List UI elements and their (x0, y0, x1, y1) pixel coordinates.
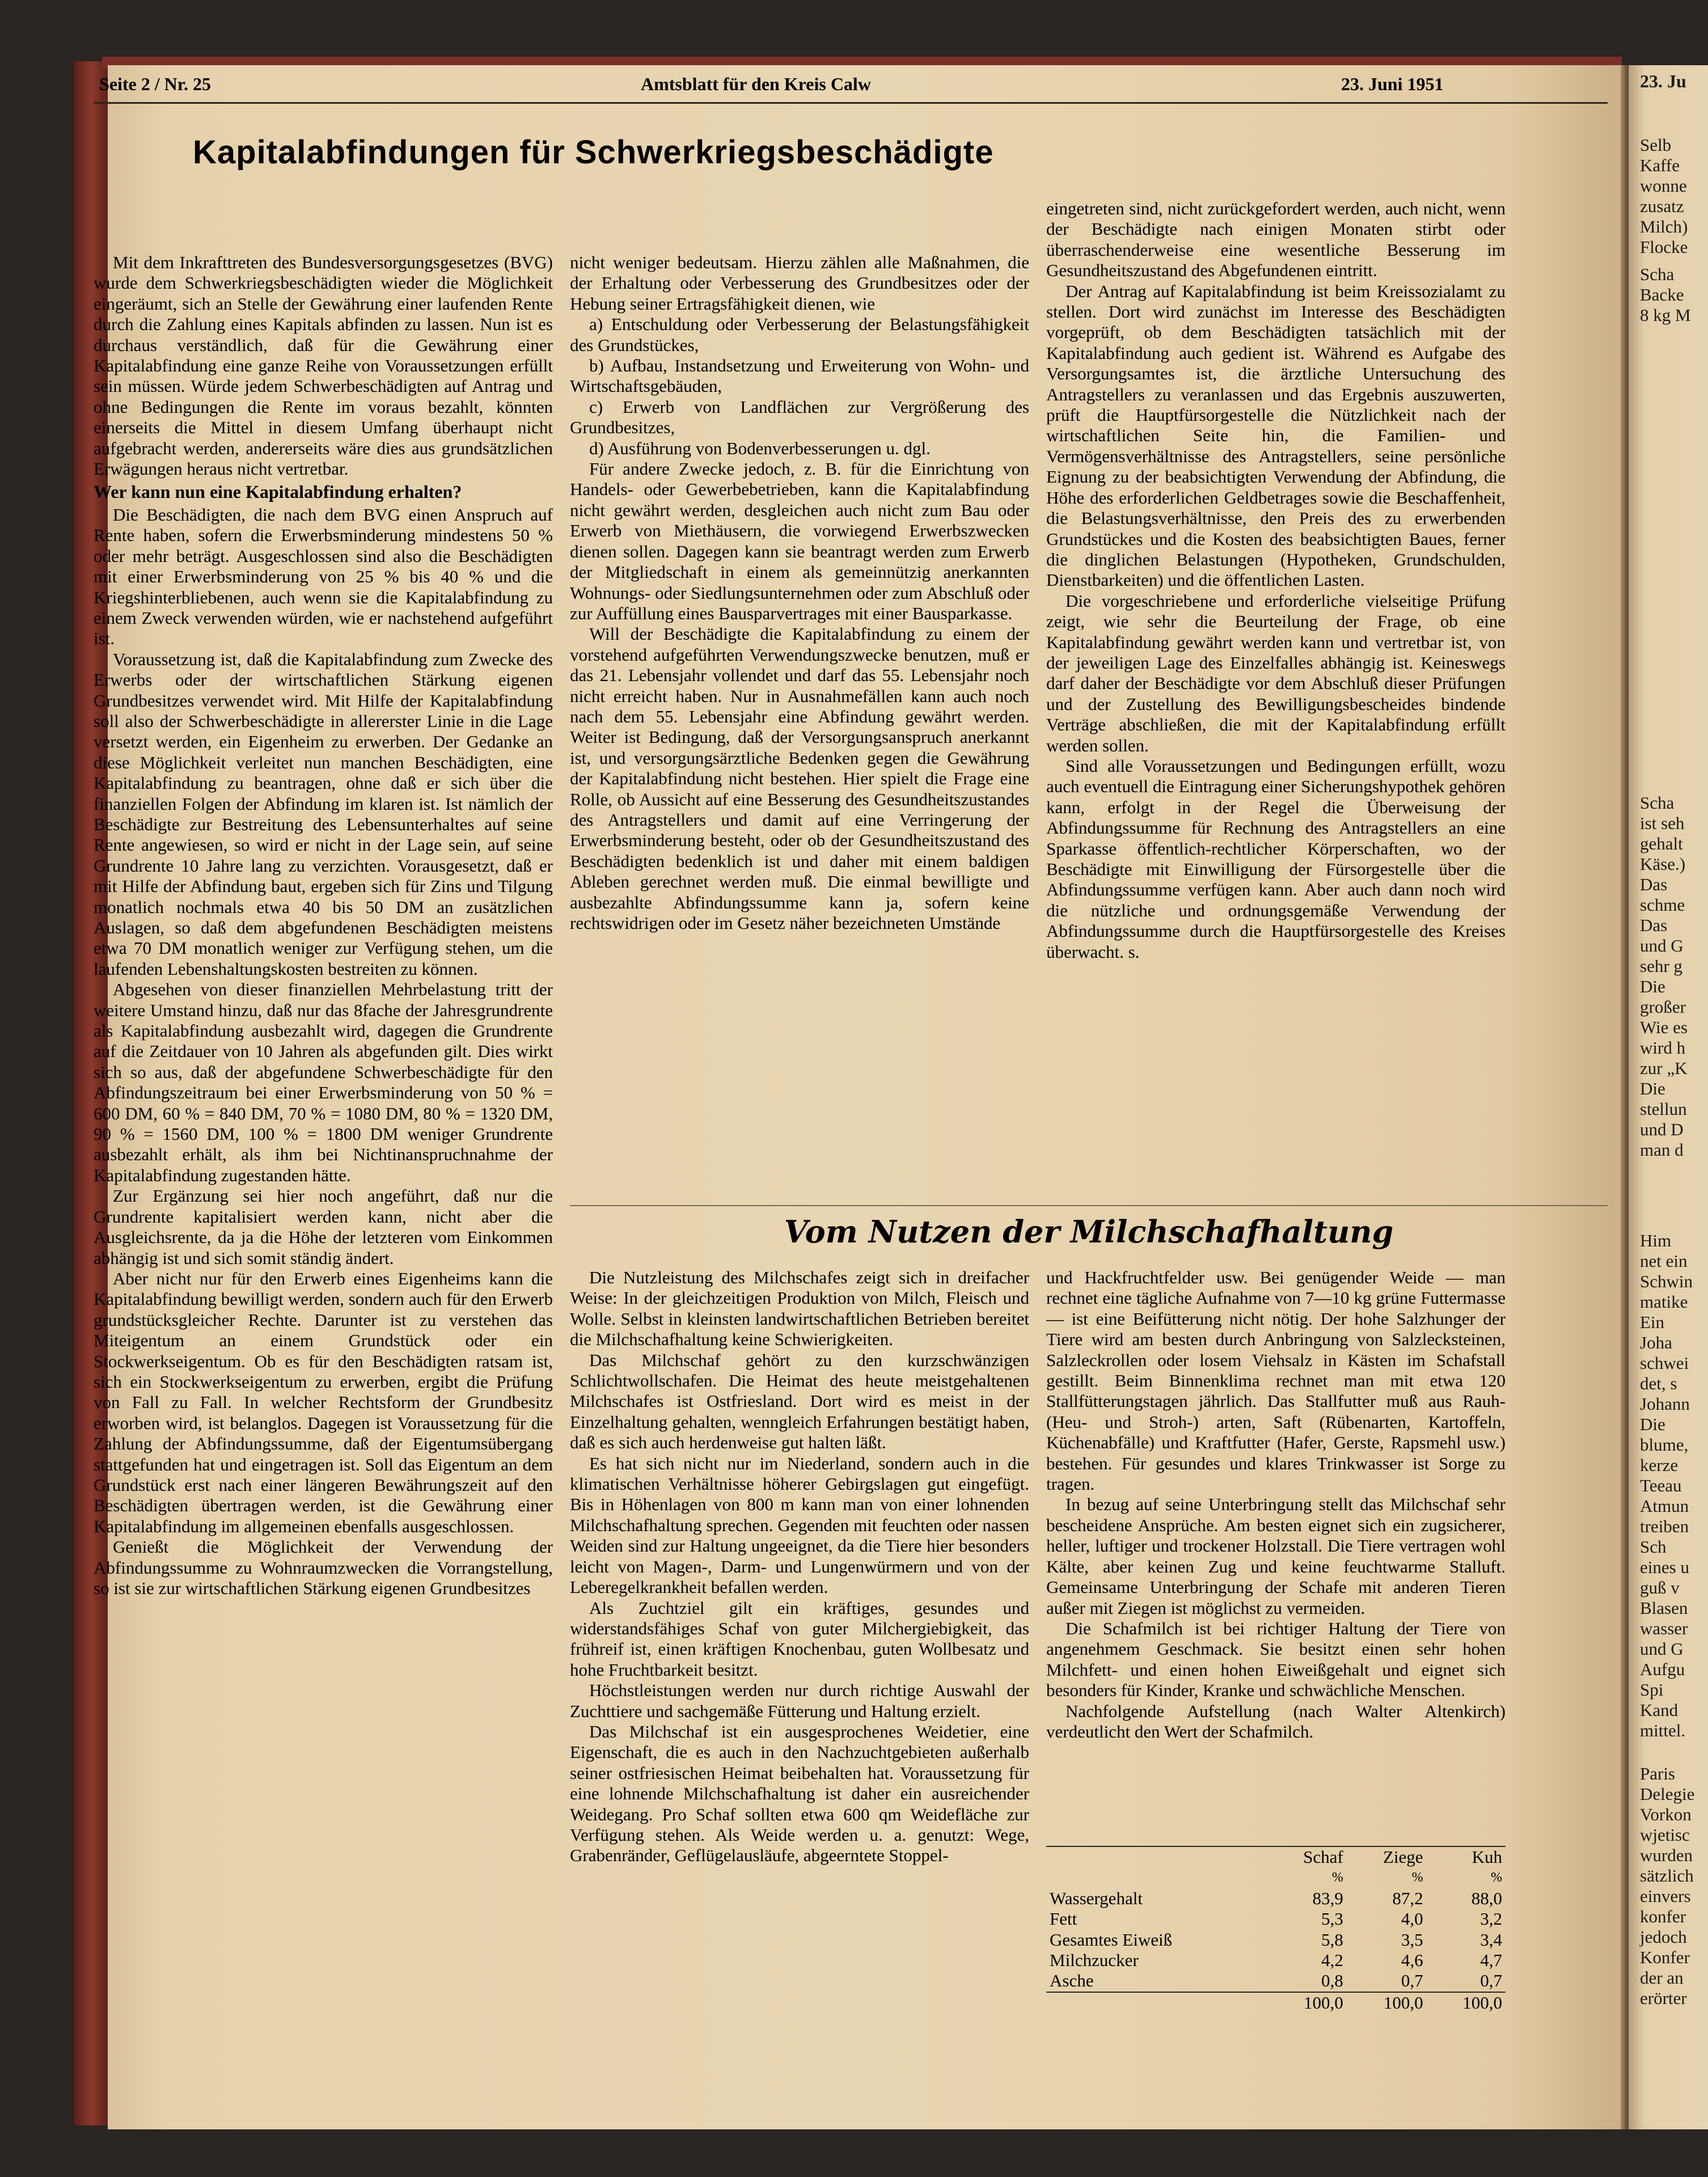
article2-column-1 (570, 1267, 1029, 2161)
row-label (1046, 1992, 1267, 2013)
table-row (1046, 1950, 1506, 1971)
next-page-fragment: konfer (1640, 1907, 1686, 1926)
paragraph: Das Milchschaf ist ein ausgesprochenes Weidetier, eine Eigenschaft, die es auch in den Nachzuchtgebieten außerhalb seiner ostfriesischen Heimat beibehalten hat. Voraussetzung für eine lohnende Milchschafhaltung ist daher ein ausreichender Weidegang. Pro Schaf sollten etwa 600 qm Weidefläche zur Verfügung stehen. Als Weide werden u. a. genutzt: Wege, Grabenränder, Geflügelausläufe, abgeerntete Stoppel- (570, 1721, 1029, 1866)
table-cell: 100,0 (1267, 1992, 1347, 2013)
paragraph: Die Beschädigten, die nach dem BVG einen Anspruch auf Rente haben, sofern die Erwerbsminderung mindestens 50 % oder mehr beträgt. Ausgeschlossen sind also die Beschädigten mit einer Erwerbsminderung von 25 % bis 40 % und die Kriegshinterbliebenen, auch wenn sie die Kapitalabfindung zu einem Zweck verwenden würden, wie er nachstehend aufgeführt ist. (94, 504, 553, 649)
table-cell: 0,8 (1321, 1971, 1343, 1991)
article-column-3 (1046, 198, 1506, 1137)
paragraph: Will der Beschädigte die Kapitalabfindung zu einem der vorstehend aufgeführten Verwendungszwecke benutzen, muß er das 21. Lebensjahr vollendet und darf das 55. Lebensjahr noch nicht erreicht haben. Nur in Ausnahmefällen kann auch noch nach dem 55. Lebensjahr eine Abfindung gewährt werden. Weiter ist Bedingung, daß der Versorgungsanspruch anerkannt ist, und versorgungsärztliche Bedenken gegen die Gewährung der Kapitalabfindung nicht bestehen. Hier spielt die Frage eine Rolle, ob Aussicht auf eine Besserung des Gesundheitszustandes des Antragstellers und damit auf eine Verringerung der Erwerbsminderung besteht, oder ob der Gesundheitszustand des Beschädigten bedenklich ist und daher mit einem baldigen Ableben gerechnet werden muß. Die einmal bewilligte und ausbezahlte Abfindungssumme kann ja, sofern keine rechtswidrigen oder im Gesetz näher bezeichneten Umstände (570, 624, 1029, 933)
table-cell: 87,2 (1392, 1888, 1423, 1908)
paragraph: Es hat sich nicht nur im Niederland, sondern auch in die klimatischen Verhältnisse höherer Gebirgslagen gut eingefügt. Bis in Höhenlagen von 800 m kann man von einer lohnenden Milchschafhaltung sprechen. Gegenden mit feuchten oder nassen Weiden sind zur Haltung ungeeignet, da die Tiere hier besonders leicht von Magen-, Darm- und Lungenwürmern und von der Leberegelkrankheit befallen werden. (570, 1453, 1029, 1597)
table-cell: 4,2 (1321, 1950, 1343, 1971)
next-page-fragment: wonne (1640, 176, 1687, 196)
table-corner (1046, 1846, 1267, 1867)
paragraph: Die Schafmilch ist bei richtiger Haltung der Tiere von angenehmem Geschmack. Sie besitzt einen sehr hohen Milchfett- und einen hohen Eiweißgehalt und eignet sich besonders für Kinder, Kranke und schwächliche Menschen. (1046, 1618, 1506, 1701)
next-page-fragment: gehalt (1640, 834, 1683, 853)
table-row (1046, 1888, 1506, 1909)
paragraph: Für andere Zwecke jedoch, z. B. für die Einrichtung von Handels- oder Gewerbebetrieben, kann die Kapitalabfindung nicht gewährt werden, desgleichen auch nicht zum Bau oder Erwerb von Miethäusern, die vorwiegend Erwerbszwecken dienen sollen. Dagegen kann sie beantragt werden zum Erwerb der Mitgliedschaft in einem als gemeinnützig anerkannten Wohnungs- oder Siedlungsunternehmen oder zum Abschluß oder zur Auffüllung eines Bausparvertrages mit einer Bausparkasse. (570, 459, 1029, 623)
table-cell: 3,2 (1480, 1909, 1502, 1929)
table-cell: 4,0 (1401, 1909, 1423, 1929)
column-header: Schaf (1267, 1846, 1347, 1867)
row-label: Gesamtes Eiweiß (1050, 1929, 1173, 1950)
next-page-fragment: Blasen (1640, 1598, 1688, 1618)
next-page-fragment: Spi (1640, 1680, 1664, 1700)
next-page-fragment: 8 kg M (1640, 305, 1691, 325)
next-page-fragment: Teeau (1640, 1476, 1682, 1495)
next-page-fragment: stellun (1640, 1099, 1687, 1119)
issue-date: 23. Juni 1951 (1341, 74, 1444, 94)
next-page-fragment: treiben (1640, 1516, 1689, 1536)
next-page-fragment: guß v (1640, 1578, 1680, 1597)
table-row (1046, 1909, 1506, 1929)
next-page-fragment: Delegie (1640, 1784, 1695, 1804)
next-page-fragment: Atmun (1640, 1496, 1689, 1516)
table-cell: 3,5 (1401, 1929, 1423, 1950)
next-page-fragment: wird h (1640, 1038, 1686, 1058)
column-header: Ziege (1347, 1846, 1427, 1867)
next-page-fragment: großer (1640, 997, 1686, 1017)
next-page-fragment: Das (1640, 874, 1668, 894)
next-page-fragment: der an (1640, 1968, 1684, 1988)
next-page-fragment: Konfer (1640, 1947, 1690, 1967)
header-rule (94, 102, 1608, 104)
table-cell: 3,4 (1480, 1929, 1502, 1950)
milk-composition-table (1046, 1846, 1506, 2013)
paragraph: und Hackfruchtfelder usw. Bei genügender Weide — man rechnet eine tägliche Aufnahme von 7—10 kg grüne Futtermasse — ist eine Beifütterung nicht nötig. Der hohe Salzhunger der Tiere wird am besten durch Anbringung von Salzlecksteinen, Salzleckrollen oder losem Viehsalz in Kästen im Schafstall gestillt. Beim Binnenklima rechnet man mit etwa 120 Stallfütterungstagen jährlich. Das Stallfutter muß aus Rauh-(Heu- und Stroh-) arten, Saft (Rübenarten, Kartoffeln, Küchenabfälle) und Kraftfutter (Hafer, Gerste, Rapsmehl usw.) bestehen. Für gesundes und klares Trinkwasser ist Sorge zu tragen. (1046, 1267, 1506, 1494)
next-page-fragment: Kand (1640, 1700, 1679, 1720)
column-header: Kuh (1427, 1846, 1506, 1867)
table-total-row (1046, 1992, 1506, 2013)
table-cell: 4,7 (1480, 1950, 1502, 1971)
next-page-fragment: schwei (1640, 1353, 1689, 1373)
table-cell: 0,7 (1401, 1971, 1423, 1991)
next-page-fragment: mittel. (1640, 1721, 1686, 1740)
next-page-fragment: ist seh (1640, 813, 1685, 833)
paragraph: Abgesehen von dieser finanziellen Mehrbelastung tritt der weitere Umstand hinzu, daß nur das 8fache der Jahresgrundrente als Kapitalabfindung ausbezahlt wird, dagegen die Grundrente auf die Zeitdauer von 10 Jahren als abgefunden gilt. Dies wirkt sich so aus, daß der abgefundene Schwerbeschädigte für den Abfindungszeitraum bei einer Erwerbsminderung von 50 % = 600 DM, 60 % = 840 DM, 70 % = 1080 DM, 80 % = 1320 DM, 90 % = 1560 DM, 100 % = 1800 DM weniger Grundrente ausbezahlt erhält, als ihm bei Nichtinanspruchnahme der Kapitalabfindung zugestanden hätte. (94, 979, 553, 1185)
table-row (1046, 1930, 1506, 1950)
table-cell: 88,0 (1471, 1888, 1502, 1908)
next-page-edge (1629, 65, 1708, 2129)
paragraph: Der Antrag auf Kapitalabfindung ist beim Kreissozialamt zu stellen. Dort wird zunächst im Interesse des Beschädigten vorgeprüft, ob dem Beschädigten tatsächlich mit der Kapitalabfindung auch gedient ist. Während es Aufgabe des Versorgungsamtes ist, die ärztliche Untersuchung des Antragstellers zu veranlassen und das Ergebnis auszuwerten, prüft die Hauptfürsorgestelle die Nützlichkeit nach der wirtschaftlichen Seite hin, die Familien- und Vermögensverhältnisse des Antragstellers, seine persönliche Eignung zu der beabsichtigten Verwendung der Abfindung, die Höhe des erforderlichen Geldbetrages sowie die Beschaffenheit, die Belastungsverhältnisse, den Preis des zu erwerbenden Grundstückes und die Kosten des beabsichtigten Baues, ferner die dinglichen Belastungen (Hypotheken, Grundschulden, Dienstbarkeiten) und die öffentlichen Lasten. (1046, 281, 1506, 590)
row-label: Asche (1050, 1971, 1094, 1991)
page-number: Seite 2 / Nr. 25 (99, 74, 212, 94)
paragraph: Genießt die Möglichkeit der Verwendung der Abfindungssumme zu Wohnraumzwecken die Vorrangstellung, so ist sie zur wirtschaftlichen Stärkung eigenen Grundbesitzes (94, 1537, 553, 1598)
next-page-fragment: Vorkon (1640, 1804, 1692, 1824)
table-cell: 83,9 (1312, 1888, 1343, 1908)
next-page-fragment: wasser (1640, 1618, 1688, 1638)
next-page-fragment: blume, (1640, 1435, 1689, 1455)
paragraph: Als Zuchtziel gilt ein kräftiges, gesundes und widerstandsfähiges Schaf von guter Milchergiebigkeit, das frühreif ist, einen kräftigen Knochenbau, guten Wollbesatz und hohe Fruchtbarkeit besitzt. (570, 1597, 1029, 1680)
next-page-fragment: Backe (1640, 285, 1684, 305)
subheading: Wer kann nun eine Kapitalabfindung erhalten? (94, 481, 462, 502)
table-corner (1046, 1867, 1267, 1888)
next-page-fragment: schme (1640, 895, 1685, 915)
list-item: a) Entschuldung oder Verbesserung der Belastungsfähigkeit des Grundstückes, (570, 314, 1029, 355)
paragraph: Aber nicht nur für den Erwerb eines Eigenheims kann die Kapitalabfindung bewilligt werden, sondern auch für den Erwerb grundstücksgleicher Rechte. Darunter ist zu verstehen das Miteigentum an einem Grundstück oder ein Stockwerkseigentum. Ob es für den Beschädigten ratsam ist, sich ein Stockwerkseigentum zu erwerben, ergibt die Prüfung von Fall zu Fall. In welcher Rechtsform der Grundbesitz erworben wird, ist belanglos. Dagegen ist Voraussetzung für die Zahlung der Abfindungssumme, daß der Eigentumsübergang stattgefunden hat und eingetragen ist. Soll das Eigentum an dem Grundstück erst nach einer längeren Bewährungszeit auf den Beschädigten übertragen werden, ist die Gewährung einer Kapitalabfindung im allgemeinen ebenfalls ausgeschlossen. (94, 1268, 553, 1536)
next-page-fragment: wjetisc (1640, 1825, 1690, 1845)
list-item: b) Aufbau, Instandsetzung und Erweiterung von Wohn- und Wirtschaftsgebäuden, (570, 356, 1029, 396)
next-page-fragment: sätzlich (1640, 1866, 1694, 1886)
table-row (1046, 1971, 1506, 1992)
table-cell: 4,6 (1401, 1950, 1423, 1971)
row-label: Milchzucker (1050, 1950, 1139, 1971)
paragraph: Voraussetzung ist, daß die Kapitalabfindung zum Zwecke des Erwerbs oder der wirtschaftlichen Stärkung eigenen Grundbesitzes verwendet wird. Mit Hilfe der Kapitalabfindung soll also der Schwerbeschädigte in allererster Linie in die Lage versetzt werden, ein Eigenheim zu erwerben. Der Gedanke an diese Möglichkeit verleitet nun manchen Beschädigten, eine Kapitalabfindung zu beantragen, ohne daß er sich über die finanziellen Folgen der Abfindung im klaren ist. Ist nämlich der Beschädigte zur Bestreitung des Lebensunterhaltes auf seine Rente angewiesen, so wird er nicht in der Lage sein, auf seine Grundrente 10 Jahre lang zu verzichten. Vorausgesetzt, daß er mit Hilfe der Abfindung baut, ergeben sich für Zins und Tilgung monatlich nochmals etwa 40 bis 50 DM an zusätzlichen Auslagen, so daß dem abgefundenen Beschädigten meistens etwa 70 DM monatlich weniger zur Verfügung stehen, um die laufenden Lebenshaltungskosten bestreiten zu können. (94, 649, 553, 979)
paragraph: Höchstleistungen werden nur durch richtige Auswahl der Zuchttiere und sachgemäße Fütterung und Haltung erzielt. (570, 1680, 1029, 1721)
next-page-fragment: Kaffe (1640, 155, 1680, 175)
publication-title: Amtsblatt für den Kreis Calw (641, 74, 871, 94)
next-page-fragment: man d (1640, 1140, 1684, 1160)
list-item: d) Ausführung von Bodenverbesserungen u. dgl. (589, 438, 931, 458)
next-page-fragment: eines u (1640, 1557, 1689, 1577)
next-page-fragment: Scha (1640, 793, 1675, 813)
paragraph: Die vorgeschriebene und erforderliche vielseitige Prüfung zeigt, wie sehr die Beurteilung der Frage, ob eine Kapitalabfindung gewährt werden kann und vertretbar ist, von der jeweiligen Lage des Einzelfalles abhängig ist. Keineswegs darf daher der Beschädigte vor dem Abschluß dieser Prüfungen und der Zustellung des Bewilligungsbescheides bindende Verträge abschließen, die mit der Kapitalabfindung erfüllt werden sollen. (1046, 590, 1506, 755)
next-page-fragment: Him (1640, 1231, 1672, 1250)
next-page-fragment: Wie es (1640, 1017, 1688, 1037)
next-page-fragment: Ein (1640, 1312, 1665, 1332)
next-page-fragment: matike (1640, 1292, 1688, 1312)
article-column-1 (94, 252, 553, 1931)
unit-label: % (1491, 1870, 1502, 1886)
next-page-fragment: Flocke (1640, 237, 1688, 257)
next-page-fragment: zusatz (1640, 196, 1684, 216)
paragraph: Mit dem Inkrafttreten des Bundesversorgungsgesetzes (BVG) wurde dem Schwerkriegsbeschädigten wieder die Möglichkeit eingeräumt, sich an Stelle der Gewährung einer laufenden Rente durch die Zahlung eines Kapitals abfinden zu lassen. Nun ist es durchaus verständlich, daß für die Gewährung einer Kapitalabfindung eine ganze Reihe von Voraussetzungen erfüllt sein müssen. Würde jedem Schwerbeschädigten auf Antrag und ohne Bedingungen die Rente im voraus bezahlt, könnten einerseits die Mittel in diesem Umfang überhaupt nicht aufgebracht werden, andererseits wäre dies aus grundsätzlichen Erwägungen heraus nicht vertretbar. (94, 252, 553, 479)
section-divider (570, 1205, 1608, 1206)
paragraph: In bezug auf seine Unterbringung stellt das Milchschaf sehr bescheidene Ansprüche. Am besten eignet sich ein zugsicherer, heller, luftiger und trockener Holzstall. Die Tiere vertragen wohl Kälte, aber keinen Zug und keine feuchtwarme Stalluft. Gemeinsame Unterbringung der Schafe mit anderen Tieren außer mit Ziegen ist möglichst zu vermeiden. (1046, 1494, 1506, 1618)
article-title: Kapitalabfindungen für Schwerkriegsbeschädigte (193, 134, 994, 171)
next-page-fragment: Das (1640, 915, 1668, 935)
next-page-fragment: und G (1640, 936, 1684, 956)
paragraph: Zur Ergänzung sei hier noch angeführt, daß nur die Grundrente kapitalisiert werden kann, nicht aber die Ausgleichsrente, da ja die Höhe der letzteren vom Einkommen abhängig ist und sich somit ständig ändert. (94, 1186, 553, 1268)
next-page-fragment: erörter (1640, 1988, 1687, 2008)
table-cell: 0,7 (1480, 1971, 1502, 1991)
paragraph: Das Milchschaf gehört zu den kurzschwänzigen Schlichtwollschafen. Die Heimat des heute meistgehaltenen Milchschafes ist Ostfriesland. Dort wird es meist in der Einzelhaltung gehalten, wenngleich Erfahrungen bestätigt haben, daß es sich auch herdenweise gut halten läßt. (570, 1350, 1029, 1453)
next-page-fragment: zur „K (1640, 1058, 1688, 1078)
row-label: Fett (1050, 1909, 1077, 1929)
row-label: Wassergehalt (1050, 1888, 1143, 1908)
next-page-fragment: Die (1640, 1079, 1665, 1098)
paragraph: Nachfolgende Aufstellung (nach Walter Altenkirch) verdeutlicht den Wert der Schafmilch. (1046, 1701, 1506, 1741)
paragraph: nicht weniger bedeutsam. Hierzu zählen alle Maßnahmen, die der Erhaltung oder Verbesserung des Grundbesitzes oder der Hebung seiner Ertragsfähigkeit dienen, wie (570, 252, 1029, 314)
next-page-fragment: kerze (1640, 1455, 1679, 1475)
next-page-fragment: Sch (1640, 1537, 1667, 1557)
unit-label: % (1411, 1870, 1423, 1886)
table-cell: 5,8 (1321, 1929, 1343, 1950)
next-page-fragment: Joha (1640, 1333, 1672, 1352)
next-page-fragment: Schwin (1640, 1271, 1693, 1291)
table-cell: 100,0 (1427, 1992, 1506, 2013)
next-page-fragment: und G (1640, 1639, 1684, 1659)
unit-label: % (1331, 1870, 1343, 1886)
article-column-2 (570, 252, 1029, 1197)
next-page-fragment: Selb (1640, 135, 1672, 155)
paragraph: Die Nutzleistung des Milchschafes zeigt sich in dreifacher Weise: In der gleichzeitigen Produktion von Milch, Fleisch und Wolle. Selbst in kleinsten landwirtschaftlichen Betrieben bereitet die Milchschafhaltung keine Schwierigkeiten. (570, 1267, 1029, 1350)
next-page-fragment: Paris (1640, 1764, 1675, 1783)
table-cell: 100,0 (1347, 1992, 1427, 2013)
next-page-fragment: Die (1640, 1414, 1665, 1434)
next-page-fragment: Die (1640, 977, 1665, 996)
article2-column-2 (1046, 1267, 1506, 1900)
next-page-fragment: wurden (1640, 1845, 1693, 1865)
next-page-fragment: Aufgu (1640, 1659, 1685, 1679)
next-page-fragment: und D (1640, 1119, 1684, 1139)
next-page-fragment: Käse.) (1640, 854, 1686, 874)
list-item: c) Erwerb von Landflächen zur Vergrößerung des Grundbesitzes, (570, 396, 1029, 438)
next-page-fragment: Milch) (1640, 217, 1688, 236)
next-page-fragment: net ein (1640, 1251, 1688, 1271)
next-page-fragment: Scha (1640, 264, 1675, 284)
next-page-fragment: det, s (1640, 1373, 1677, 1393)
next-page-fragment: Johann (1640, 1394, 1690, 1414)
next-page-fragment: einvers (1640, 1886, 1691, 1906)
paragraph: eingetreten sind, nicht zurückgefordert werden, auch nicht, wenn der Beschädigte nach einigen Monaten stirbt oder überraschenderweise eine wesentliche Besserung im Gesundheitszustand des Abgefundenen eintritt. (1046, 198, 1506, 281)
article-title-2: Vom Nutzen der Milchschafhaltung (784, 1214, 1394, 1250)
table-cell: 5,3 (1321, 1909, 1343, 1929)
next-page-fragment: sehr g (1640, 956, 1682, 976)
next-page-fragment: jedoch (1640, 1927, 1687, 1947)
next-page-header: 23. Ju (1640, 71, 1686, 91)
paragraph: Sind alle Voraussetzungen und Bedingungen erfüllt, wozu auch eventuell die Eintragung einer Sicherungshypothek gehören kann, erfolgt in der Regel die Überweisung der Abfindungssumme für Rechnung des Antragstellers an eine Sparkasse öffentlich-rechtlicher Körperschaften, wo der Beschädigte mit Einwilligung der Fürsorgestelle über die Abfindungssumme verfügen kann. Aber auch dann noch wird die nützliche und ordnungsgemäße Verwendung der Abfindungssumme durch die Hauptfürsorgestelle des Kreises überwacht. s. (1046, 755, 1506, 962)
